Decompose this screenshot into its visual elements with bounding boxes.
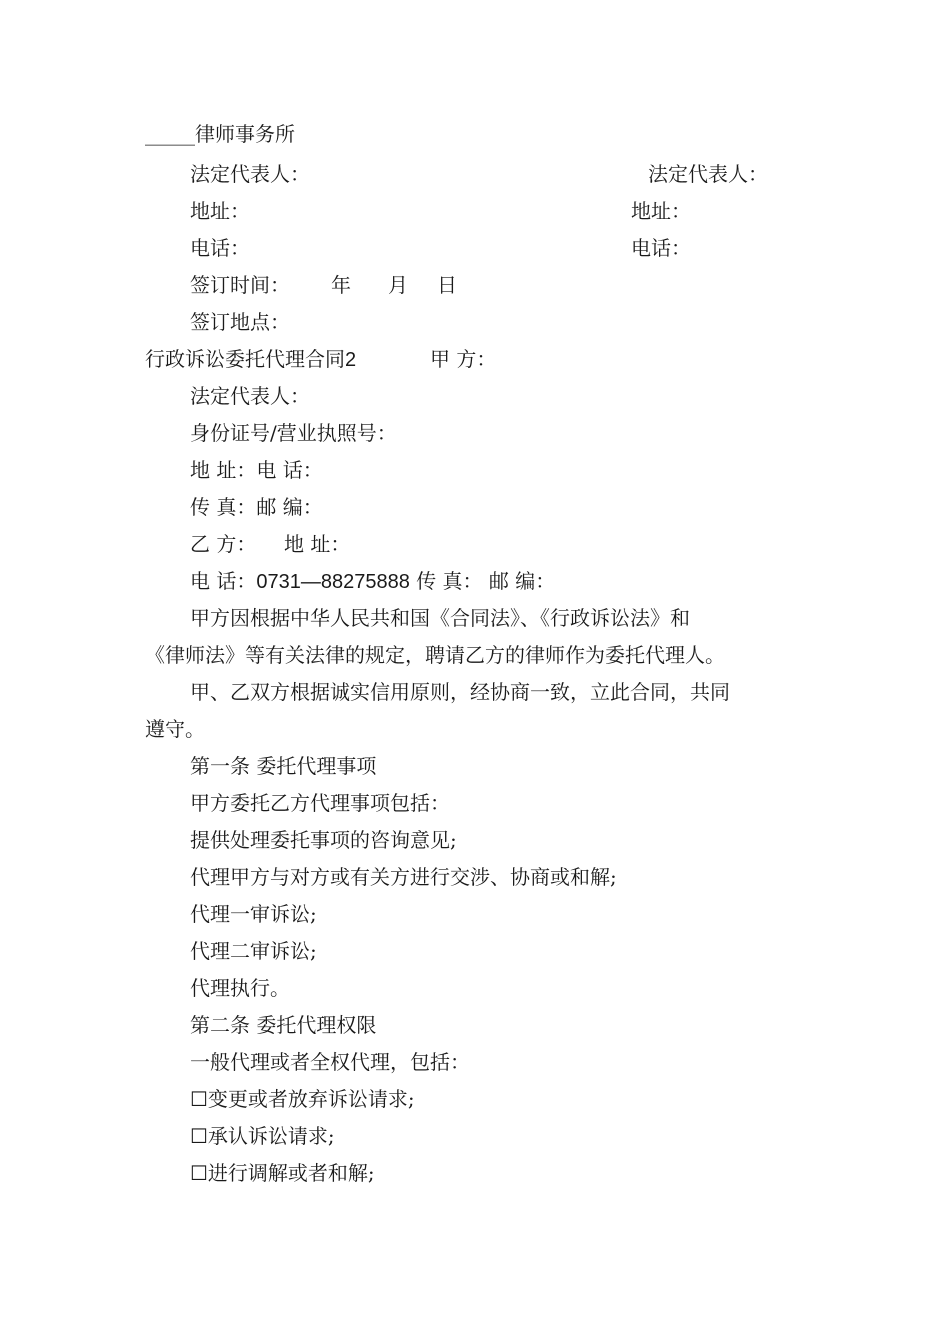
right-phone: 电话：	[631, 236, 691, 260]
party-b-phone-line	[190, 567, 555, 596]
article-1-item: 代理一审诉讼;	[190, 902, 317, 926]
contract2-number: 2	[345, 349, 357, 371]
paragraph-1-line-2: 《律师法》等有关法律的规定，聘请乙方的律师作为委托代理人。	[145, 643, 725, 667]
party-b-fax-zip: 传 真： 邮 编：	[416, 569, 556, 593]
article-2-option: ☐变更或者放弃诉讼请求;	[190, 1087, 415, 1111]
sign-month: 月	[388, 273, 408, 297]
article-1-item: 代理二审诉讼;	[190, 939, 317, 963]
party-a-fax-zip: 传 真：邮 编：	[190, 495, 323, 519]
left-address: 地址：	[190, 199, 250, 223]
article-1-item: 代理执行。	[190, 976, 290, 1000]
party-a-legal-rep: 法定代表人：	[190, 384, 310, 408]
sign-place-label: 签订地点：	[190, 310, 290, 334]
left-legal-rep: 法定代表人：	[190, 162, 310, 186]
article-2-intro: 一般代理或者全权代理，包括：	[190, 1050, 470, 1074]
firm-name: 律师事务所	[195, 122, 295, 146]
right-legal-rep: 法定代表人：	[648, 162, 768, 186]
paragraph-1-line-1: 甲方因根据中华人民共和国《合同法》、《行政诉讼法》和	[190, 606, 690, 630]
article-2-title: 第二条 委托代理权限	[190, 1013, 377, 1037]
sign-time-label: 签订时间：	[190, 273, 290, 297]
contract2-title: 行政诉讼委托代理合同	[145, 347, 345, 371]
article-1-item: 提供处理委托事项的咨询意见;	[190, 828, 457, 852]
article-2-option: ☐承认诉讼请求;	[190, 1124, 335, 1148]
party-b-phone-number: 0731—88275888	[256, 571, 410, 593]
party-a-id-number: 身份证号/营业执照号：	[190, 421, 397, 445]
article-2-option: ☐进行调解或者和解;	[190, 1161, 375, 1185]
left-phone: 电话：	[190, 236, 250, 260]
paragraph-2-line-1: 甲、乙双方根据诚实信用原则，经协商一致，立此合同，共同	[190, 680, 730, 704]
paragraph-2-line-2: 遵守。	[145, 717, 205, 741]
party-a-address-phone: 地 址：电 话：	[190, 458, 323, 482]
party-b-label: 乙 方：	[190, 532, 257, 556]
party-a-label: 甲 方：	[430, 347, 497, 371]
firm-blank: _____	[145, 122, 195, 146]
article-1-item: 代理甲方与对方或有关方进行交涉、协商或和解;	[190, 865, 617, 889]
firm-line	[145, 120, 295, 148]
party-b-address: 地 址：	[284, 532, 351, 556]
contract2-title-line	[145, 345, 356, 374]
article-1-title: 第一条 委托代理事项	[190, 754, 377, 778]
sign-day: 日	[437, 273, 457, 297]
party-b-phone-label: 电 话：	[190, 569, 257, 593]
right-address: 地址：	[631, 199, 691, 223]
article-1-intro: 甲方委托乙方代理事项包括：	[190, 791, 450, 815]
sign-year: 年	[331, 273, 351, 297]
